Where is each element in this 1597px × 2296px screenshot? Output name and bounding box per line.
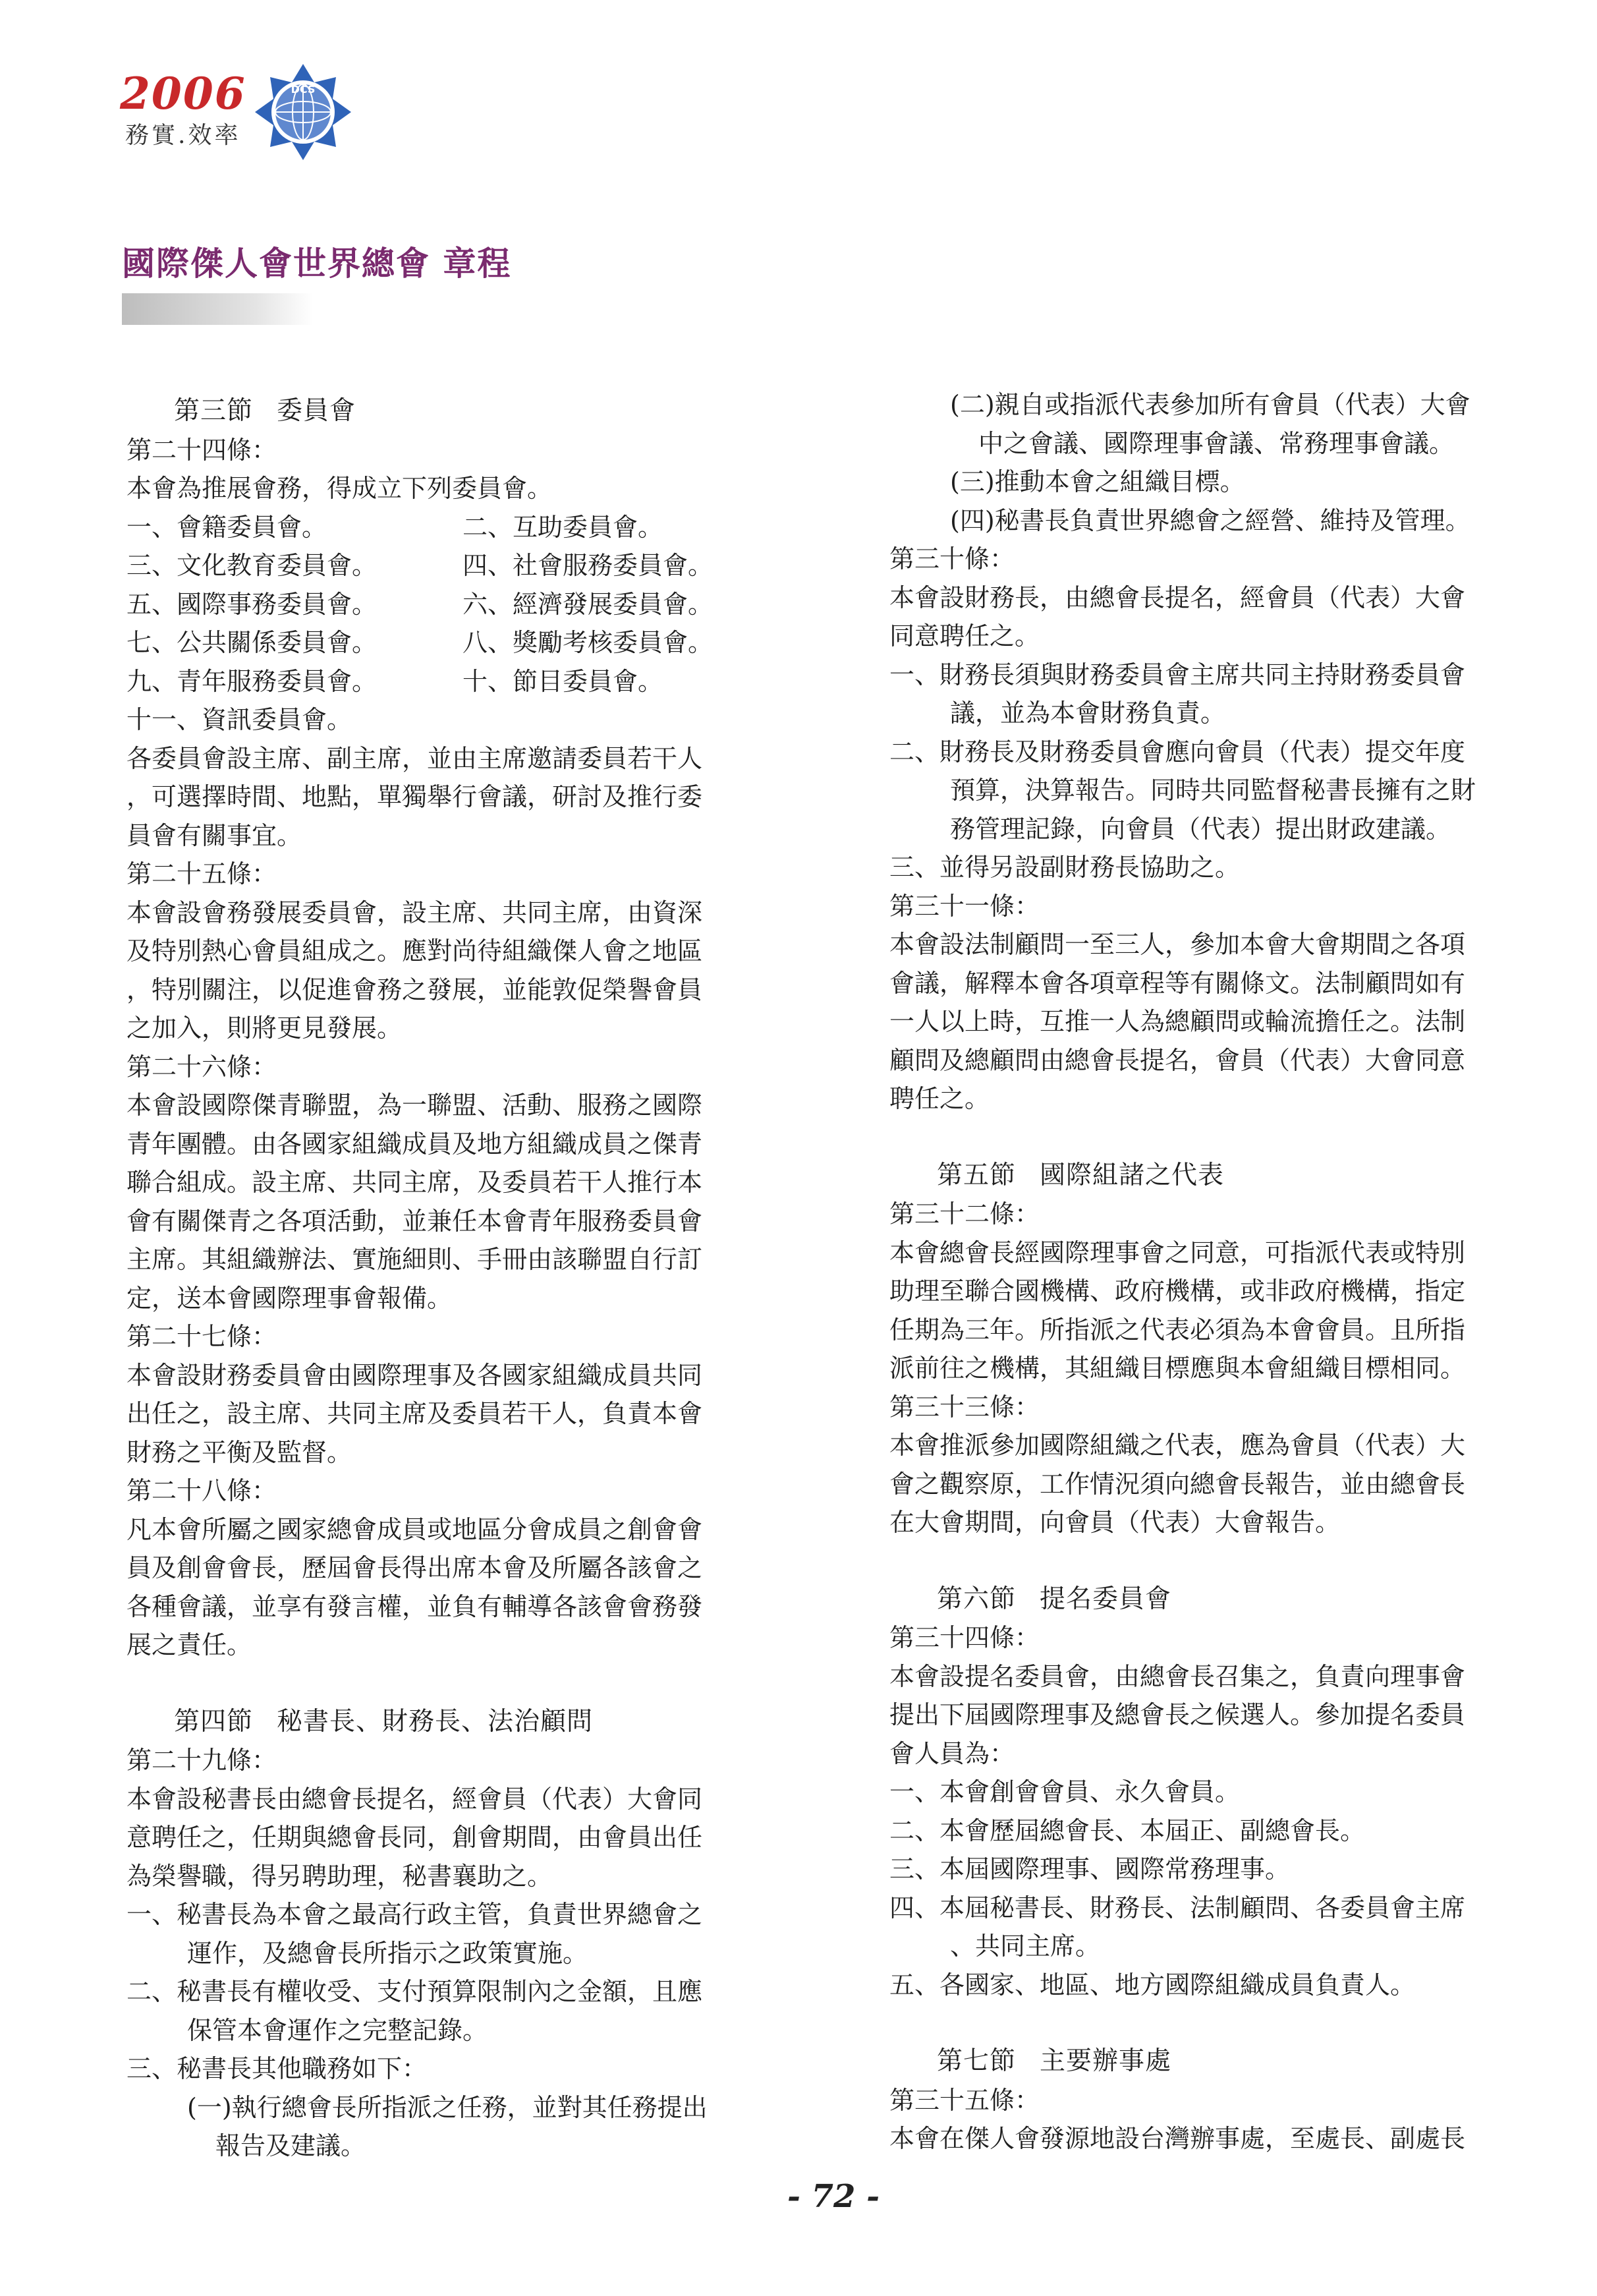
section-heading (889, 1157, 1548, 1195)
text-line: 二、本會歷屆總會長、本屆正、副總會長。 (889, 1816, 1366, 1845)
text-line: 第三十條： (889, 544, 1015, 573)
text-line: 議，並為本會財務負責。 (950, 699, 1226, 728)
text-line: 本會設會務發展委員會，設主席、共同主席，由資深 (126, 898, 703, 927)
text-line: 本會設財務長，由總會長提名，經會員（代表）大會 (889, 583, 1466, 612)
committee-list-row (126, 508, 795, 547)
text-line: 員及創會會長，歷屆會長得出席本會及所屬各該會之 (126, 1553, 703, 1582)
text-line: 二、財務長及財務委員會應向會員（代表）提交年度 (889, 737, 1466, 766)
section-spacer (889, 1542, 1548, 1580)
text-line: 一人以上時，互推一人為總顧問或輪流擔任之。法制 (889, 1007, 1466, 1036)
text-line: 各種會議，並享有發言權，並負有輔導各該會會務發 (126, 1592, 703, 1621)
text-line: 一、本會創會會員、永久會員。 (889, 1777, 1241, 1806)
section-number: 第四節 (174, 1706, 254, 1736)
text-line: 第二十九條： (126, 1746, 277, 1775)
section-heading (889, 2042, 1548, 2081)
text-line: 各委員會設主席、副主席，並由主席邀請委員若干人 (126, 743, 703, 773)
text-line: 主席。其組織辦法、實施細則、手冊由該聯盟自行訂 (126, 1245, 703, 1274)
text-line: 第三十一條： (889, 891, 1040, 921)
text-line: 第三十四條： (889, 1623, 1040, 1652)
text-line: 派前往之機構，其組織目標應與本會組織目標相同。 (889, 1354, 1466, 1383)
committee-item: 八、獎勵考核委員會。 (462, 628, 714, 657)
section-title: 國際組諸之代表 (1040, 1160, 1225, 1190)
section-number: 第五節 (937, 1160, 1017, 1190)
committee-item: 三、文化教育委員會。 (126, 551, 378, 580)
page-number: - 72 - (787, 2178, 880, 2215)
text-line: 出任之，設主席、共同主席及委員若干人，負責本會 (126, 1399, 703, 1428)
header-year: 2006 (120, 68, 246, 119)
text-line: 第二十五條： (126, 859, 277, 888)
committee-item: 二、互助委員會。 (462, 512, 663, 542)
text-line: 聘任之。 (889, 1084, 990, 1113)
committee-item: 七、公共關係委員會。 (126, 628, 378, 657)
globe-seal-icon (254, 63, 352, 161)
text-line: (四)秘書長負責世界總會之經營、維持及管理。 (950, 505, 1471, 535)
committee-list-row (126, 546, 795, 585)
text-line: 同意聘任之。 (889, 621, 1040, 650)
text-line: 意聘任之，任期與總會長同，創會期間，由會員出任 (126, 1823, 703, 1852)
text-line: 第三十五條： (889, 2085, 1040, 2115)
committee-list-row (126, 662, 795, 701)
text-line: 第二十四條： (126, 435, 277, 465)
section-heading (889, 1580, 1548, 1619)
text-line: 第二十八條： (126, 1476, 277, 1505)
text-line: 報告及建議。 (215, 2131, 366, 2160)
text-line: 本會設秘書長由總會長提名，經會員（代表）大會同 (126, 1784, 703, 1814)
text-line: 為榮譽職，得另聘助理，秘書襄助之。 (126, 1861, 553, 1891)
text-line: 本會設提名委員會，由總會長召集之，負責向理事會 (889, 1661, 1466, 1691)
text-line: 之加入，則將更見發展。 (126, 1014, 403, 1043)
text-line: 第二十七條： (126, 1322, 277, 1351)
section-heading (126, 392, 795, 431)
section-number: 第七節 (937, 2046, 1017, 2076)
section-heading (126, 1703, 795, 1742)
text-line: 會人員為： (889, 1738, 1015, 1768)
section-title: 委員會 (277, 396, 356, 426)
committee-list-row (126, 623, 795, 662)
section-title: 提名委員會 (1040, 1584, 1172, 1614)
text-line: 任期為三年。所指派之代表必須為本會會員。且所指 (889, 1315, 1466, 1344)
text-line: 提出下屆國際理事及總會長之候選人。參加提名委員 (889, 1700, 1466, 1729)
text-line: 會有關傑青之各項活動，並兼任本會青年服務委員會 (126, 1206, 703, 1236)
text-line: 本會總會長經國際理事會之同意，可指派代表或特別 (889, 1238, 1466, 1267)
text-line: (二)親自或指派代表參加所有會員（代表）大會 (950, 390, 1471, 419)
text-line: 財務之平衡及監督。 (126, 1437, 352, 1467)
section-spacer (889, 1118, 1548, 1157)
text-line: 聯合組成。設主席、共同主席，及委員若干人推行本 (126, 1168, 703, 1197)
text-line: 預算，決算報告。同時共同監督秘書長擁有之財 (950, 776, 1476, 805)
text-line: 定，送本會國際理事會報備。 (126, 1283, 453, 1313)
text-line: 本會推派參加國際組織之代表，應為會員（代表）大 (889, 1431, 1466, 1460)
section-number: 第六節 (937, 1584, 1017, 1614)
text-line: 本會設國際傑青聯盟，為一聯盟、活動、服務之國際 (126, 1091, 703, 1120)
text-line: 助理至聯合國機構、政府機構，或非政府機構，指定 (889, 1277, 1466, 1306)
text-line: 展之責任。 (126, 1630, 252, 1659)
text-line: 五、各國家、地區、地方國際組織成員負責人。 (889, 1970, 1416, 1999)
text-line: 中之會議、國際理事會議、常務理事會議。 (978, 428, 1455, 458)
text-line: 會之觀察原，工作情況須向總會長報告，並由總會長 (889, 1469, 1466, 1499)
text-line: 本會在傑人會發源地設台灣辦事處，至處長、副處長 (889, 2124, 1466, 2153)
text-line: 、共同主席。 (950, 1932, 1101, 1961)
text-line: 及特別熱心會員組成之。應對尚待組織傑人會之地區 (126, 936, 703, 965)
seal-text: DCS (291, 83, 316, 96)
text-line: 在大會期間，向會員（代表）大會報告。 (889, 1508, 1341, 1537)
section-spacer (126, 1665, 795, 1703)
text-line: 四、本屆秘書長、財務長、法制顧問、各委員會主席 (889, 1893, 1466, 1922)
page-title: 國際傑人會世界總會 章程 (122, 244, 512, 283)
text-line: 第三十三條： (889, 1392, 1040, 1421)
text-line: 二、秘書長有權收受、支付預算限制內之金額，且應 (126, 1977, 703, 2006)
committee-item: 四、社會服務委員會。 (462, 551, 714, 580)
text-line: 務管理記錄，向會員（代表）提出財政建議。 (950, 814, 1451, 844)
text-line: 一、財務長須與財務委員會主席共同主持財務委員會 (889, 660, 1466, 689)
text-line: (三)推動本會之組織目標。 (950, 467, 1245, 496)
text-line: 運作，及總會長所指示之政策實施。 (187, 1938, 588, 1968)
title-underline-bar (122, 293, 313, 325)
text-line: 三、秘書長其他職務如下： (126, 2054, 428, 2083)
text-line: 三、並得另設副財務長協助之。 (889, 853, 1241, 882)
text-line: 本會為推展會務，得成立下列委員會。 (126, 474, 553, 503)
text-line: ，特別關注，以促進會務之發展，並能敦促榮譽會員 (126, 975, 703, 1004)
right-column (889, 386, 1548, 2158)
committee-item: 六、經濟發展委員會。 (462, 589, 714, 619)
committee-list-row (126, 585, 795, 624)
committee-item: 十、節目委員會。 (462, 666, 663, 696)
committee-item: 一、會籍委員會。 (126, 512, 327, 542)
left-column (126, 392, 795, 2166)
text-line: 本會設法制顧問一至三人，參加本會大會期間之各項 (889, 930, 1466, 959)
text-line: 青年團體。由各國家組織成員及地方組織成員之傑青 (126, 1129, 703, 1159)
section-spacer (889, 2004, 1548, 2042)
text-line: 三、本屆國際理事、國際常務理事。 (889, 1854, 1291, 1883)
text-line: 一、秘書長為本會之最高行政主管，負責世界總會之 (126, 1900, 703, 1929)
text-line: ，可選擇時間、地點，單獨舉行會議，研討及推行委 (126, 782, 703, 811)
committee-item: 九、青年服務委員會。 (126, 666, 378, 696)
committee-item: 五、國際事務委員會。 (126, 589, 378, 619)
text-line: 保管本會運作之完整記錄。 (187, 2015, 488, 2045)
header-logo (112, 63, 362, 161)
text-line: 十一、資訊委員會。 (126, 705, 352, 734)
header-motto: 務實.效率 (125, 122, 241, 149)
text-line: (一)執行總會長所指派之任務，並對其任務提出 (187, 2092, 708, 2122)
section-title: 秘書長、財務長、法治顧問 (277, 1706, 594, 1736)
text-line: 凡本會所屬之國家總會成員或地區分會成員之創會會 (126, 1514, 703, 1544)
text-line: 會議，解釋本會各項章程等有關條文。法制顧問如有 (889, 968, 1466, 998)
text-line: 員會有關事宜。 (126, 820, 302, 850)
text-line: 顧問及總顧問由總會長提名，會員（代表）大會同意 (889, 1045, 1466, 1075)
text-line: 第二十六條： (126, 1052, 277, 1081)
section-title: 主要辦事處 (1040, 2046, 1172, 2076)
text-line: 第三十二條： (889, 1199, 1040, 1228)
text-line: 本會設財務委員會由國際理事及各國家組織成員共同 (126, 1360, 703, 1390)
section-number: 第三節 (174, 396, 254, 426)
